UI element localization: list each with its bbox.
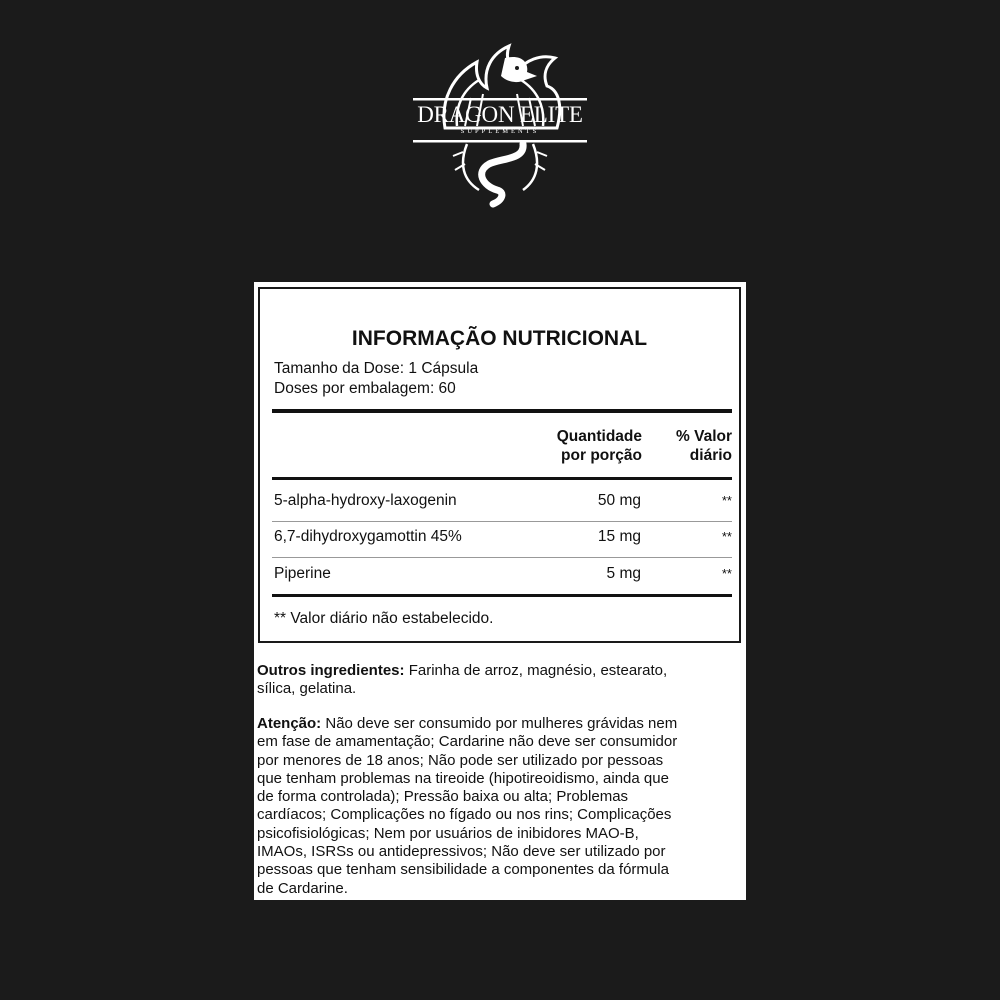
nutrition-facts-box [258, 287, 741, 643]
dv-footnote: ** Valor diário não estabelecido. [274, 610, 494, 627]
other-ingredients-label: Outros ingredientes: [257, 662, 405, 679]
warning-line: de Cardarine. [257, 879, 348, 897]
nutrition-title: INFORMAÇÃO NUTRICIONAL [351, 327, 648, 350]
warning-line: psicofisiológicas; Nem por usuários de inibidores MAO-B, [257, 824, 639, 842]
warning-section [257, 715, 743, 898]
bottom-divider [272, 594, 732, 597]
warning-line: em fase de amamentação; Cardarine não deve ser consumidor [257, 733, 678, 751]
row-divider [272, 557, 732, 558]
warning-line: IMAOs, ISRSs ou antidepressivos; Não deve ser utilizado por [257, 843, 666, 861]
other-ingredients-text: Farinha de arroz, magnésio, estearato, [404, 662, 668, 679]
ingredient-amount: 15 mg [597, 528, 641, 545]
warning-line: pessoas que tenham sensibilidade a componentes da fórmula [257, 861, 669, 879]
dv-header-line1: % Valor [676, 428, 732, 445]
other-ingredients-text-2: sílica, gelatina. [257, 680, 357, 698]
brand-logo [405, 40, 595, 208]
ingredient-amount: 5 mg [606, 565, 641, 582]
header-divider [272, 477, 732, 480]
amount-header-line2: por porção [561, 447, 642, 464]
ingredient-name: Piperine [274, 565, 331, 582]
warning-line: cardíacos; Complicações no fígado ou nos rins; Complicações [257, 806, 672, 824]
ingredient-name: 6,7-dihydroxygamottin 45% [274, 528, 462, 545]
serving-size: Tamanho da Dose: 1 Cápsula [274, 360, 479, 377]
supplement-label [254, 282, 746, 900]
row-divider [272, 521, 732, 522]
warning-label: Atenção: [257, 715, 322, 732]
warning-line: que tenham problemas na tireoide (hipotireoidismo, ainda que [257, 769, 669, 787]
ingredient-dv: ** [721, 566, 732, 581]
ingredient-amount: 50 mg [597, 492, 641, 509]
warning-text: Não deve ser consumido por mulheres grávidas nem [321, 715, 678, 732]
warning-line: de forma controlada); Pressão baixa ou alta; Problemas [257, 788, 629, 806]
ingredient-dv: ** [721, 529, 732, 544]
ingredient-dv: ** [721, 493, 732, 508]
daily-value-header [652, 427, 732, 465]
amount-header [530, 427, 642, 465]
brand-tagline: SUPPLEMENTS [460, 128, 540, 135]
warning-line: por menores de 18 anos; Não pode ser utilizado por pessoas [257, 751, 664, 769]
ingredient-name: 5-alpha-hydroxy-laxogenin [274, 492, 457, 509]
brand-name: DRAGON ELITE [417, 102, 583, 127]
thick-divider [272, 409, 732, 413]
other-ingredients [257, 662, 743, 699]
servings-per-container: Doses por embalagem: 60 [274, 380, 456, 397]
dv-header-line2: diário [689, 447, 732, 464]
amount-header-line1: Quantidade [556, 428, 642, 445]
